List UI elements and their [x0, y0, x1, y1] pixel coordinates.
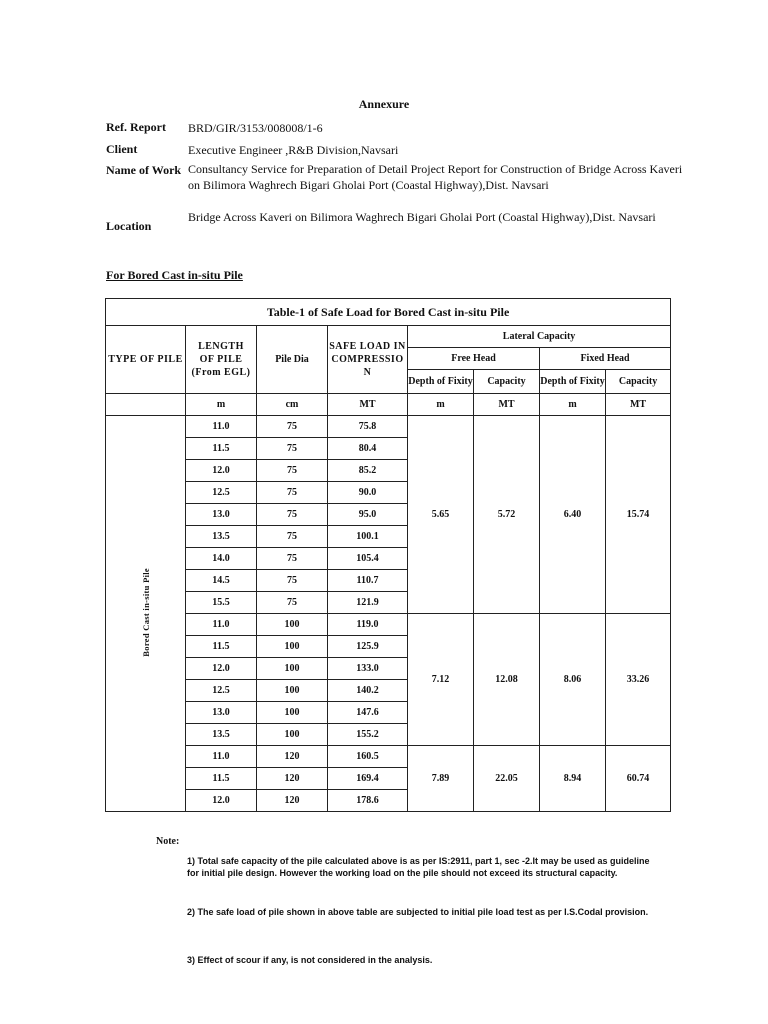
unit-cell: m [186, 394, 257, 416]
header-safe-load [328, 326, 408, 394]
dia-cell: 120 [257, 746, 328, 768]
header-free-capacity: Capacity [474, 370, 540, 394]
note-label: Note: [156, 836, 180, 847]
table-caption: Table-1 of Safe Load for Bored Cast in-situ Pile [106, 299, 671, 326]
table-row [106, 416, 671, 438]
safe-load-cell: 169.4 [328, 768, 408, 790]
dia-cell: 100 [257, 702, 328, 724]
header-safe-load-line3: N [363, 367, 372, 378]
ref-report-label: Ref. Report [106, 120, 166, 134]
safe-load-cell: 95.0 [328, 504, 408, 526]
dia-cell: 75 [257, 548, 328, 570]
dia-cell: 75 [257, 526, 328, 548]
unit-cell-blank [106, 394, 186, 416]
header-length-of-pile [186, 326, 257, 394]
safe-load-cell: 80.4 [328, 438, 408, 460]
fixed-head-depth-cell: 8.94 [540, 746, 606, 812]
safe-load-cell: 160.5 [328, 746, 408, 768]
header-length-line2: OF PILE [199, 354, 243, 365]
unit-cell: MT [328, 394, 408, 416]
length-cell: 14.0 [186, 548, 257, 570]
pile-type-cell [106, 416, 186, 812]
dia-cell: 100 [257, 724, 328, 746]
safe-load-cell: 75.8 [328, 416, 408, 438]
length-cell: 13.0 [186, 702, 257, 724]
header-length-line1: LENGTH [198, 341, 244, 352]
length-cell: 12.0 [186, 790, 257, 812]
length-cell: 11.0 [186, 614, 257, 636]
length-cell: 11.0 [186, 416, 257, 438]
dia-cell: 100 [257, 636, 328, 658]
client-value: Executive Engineer ,R&B Division,Navsari [188, 143, 399, 157]
dia-cell: 120 [257, 768, 328, 790]
header-fixed-capacity: Capacity [606, 370, 671, 394]
unit-cell: MT [606, 394, 671, 416]
pile-type-label: Bored Cast in-situ Pile [140, 567, 151, 657]
header-safe-load-line1: SAFE LOAD IN [329, 341, 406, 352]
dia-cell: 75 [257, 416, 328, 438]
dia-cell: 75 [257, 438, 328, 460]
fixed-head-capacity-cell: 60.74 [606, 746, 671, 812]
unit-cell: cm [257, 394, 328, 416]
safe-load-cell: 110.7 [328, 570, 408, 592]
safe-load-cell: 100.1 [328, 526, 408, 548]
safe-load-cell: 105.4 [328, 548, 408, 570]
dia-cell: 75 [257, 504, 328, 526]
location-value: Bridge Across Kaveri on Bilimora Waghrech Bigari Gholai Port (Coastal Highway),Dist. Navsari [188, 210, 656, 224]
free-head-depth-cell: 7.89 [408, 746, 474, 812]
fixed-head-capacity-cell: 33.26 [606, 614, 671, 746]
safe-load-table [105, 298, 671, 812]
header-length-line3: (From EGL) [191, 367, 251, 378]
header-type-of-pile: TYPE OF PILE [106, 326, 186, 394]
dia-cell: 75 [257, 482, 328, 504]
length-cell: 11.5 [186, 768, 257, 790]
length-cell: 13.5 [186, 526, 257, 548]
length-cell: 12.5 [186, 482, 257, 504]
free-head-depth-cell: 7.12 [408, 614, 474, 746]
length-cell: 11.5 [186, 438, 257, 460]
table-caption-row [106, 299, 671, 326]
header-free-head: Free Head [408, 348, 540, 370]
fixed-head-depth-cell: 6.40 [540, 416, 606, 614]
length-cell: 11.0 [186, 746, 257, 768]
safe-load-cell: 155.2 [328, 724, 408, 746]
safe-load-cell: 125.9 [328, 636, 408, 658]
length-cell: 12.0 [186, 658, 257, 680]
safe-load-cell: 178.6 [328, 790, 408, 812]
length-cell: 13.5 [186, 724, 257, 746]
header-free-depth-of-fixity: Depth of Fixity [408, 370, 474, 394]
fixed-head-capacity-cell: 15.74 [606, 416, 671, 614]
location-label: Location [106, 219, 152, 233]
unit-cell: m [540, 394, 606, 416]
length-cell: 12.5 [186, 680, 257, 702]
fixed-head-depth-cell: 8.06 [540, 614, 606, 746]
length-cell: 12.0 [186, 460, 257, 482]
work-label: Name of Work [106, 163, 182, 177]
dia-cell: 75 [257, 570, 328, 592]
document-title: Annexure [358, 97, 410, 111]
header-fixed-head: Fixed Head [540, 348, 671, 370]
safe-load-cell: 90.0 [328, 482, 408, 504]
length-cell: 15.5 [186, 592, 257, 614]
table-row [106, 614, 671, 636]
dia-cell: 75 [257, 592, 328, 614]
dia-cell: 75 [257, 460, 328, 482]
header-fixed-depth-of-fixity: Depth of Fixity [540, 370, 606, 394]
dia-cell: 100 [257, 680, 328, 702]
safe-load-cell: 133.0 [328, 658, 408, 680]
table-row [106, 746, 671, 768]
free-head-capacity-cell: 12.08 [474, 614, 540, 746]
unit-cell: MT [474, 394, 540, 416]
safe-load-cell: 121.9 [328, 592, 408, 614]
safe-load-cell: 140.2 [328, 680, 408, 702]
ref-report-value: BRD/GIR/3153/008008/1-6 [188, 121, 323, 135]
free-head-capacity-cell: 5.72 [474, 416, 540, 614]
note-item-3: 3) Effect of scour if any, is not considered in the analysis. [187, 955, 433, 965]
length-cell: 14.5 [186, 570, 257, 592]
section-heading: For Bored Cast in-situ Pile [106, 268, 243, 282]
unit-cell: m [408, 394, 474, 416]
units-row [106, 394, 671, 416]
safe-load-cell: 147.6 [328, 702, 408, 724]
work-value: Consultancy Service for Preparation of Detail Project Report for Construction of Bridge Across Kaveri on Bilimora Waghrech Bigari Gholai Port (Coastal Highway),Dist. Navsari [188, 162, 683, 192]
free-head-capacity-cell: 22.05 [474, 746, 540, 812]
header-lateral-capacity: Lateral Capacity [408, 326, 671, 348]
safe-load-cell: 85.2 [328, 460, 408, 482]
free-head-depth-cell: 5.65 [408, 416, 474, 614]
note-item-1: 1) Total safe capacity of the pile calculated above is as per IS:2911, part 1, sec -2.It may be used as guideline for initial pile design. However the working load on the pile should not exceed its structural capacity. [187, 856, 650, 878]
dia-cell: 100 [257, 614, 328, 636]
length-cell: 13.0 [186, 504, 257, 526]
dia-cell: 120 [257, 790, 328, 812]
header-pile-dia: Pile Dia [257, 326, 328, 394]
dia-cell: 100 [257, 658, 328, 680]
note-item-2: 2) The safe load of pile shown in above table are subjected to initial pile load test as per I.S.Codal provision. [187, 907, 649, 917]
length-cell: 11.5 [186, 636, 257, 658]
header-row-1 [106, 326, 671, 348]
header-safe-load-line2: COMPRESSIO [331, 354, 404, 365]
client-label: Client [106, 142, 138, 156]
safe-load-cell: 119.0 [328, 614, 408, 636]
